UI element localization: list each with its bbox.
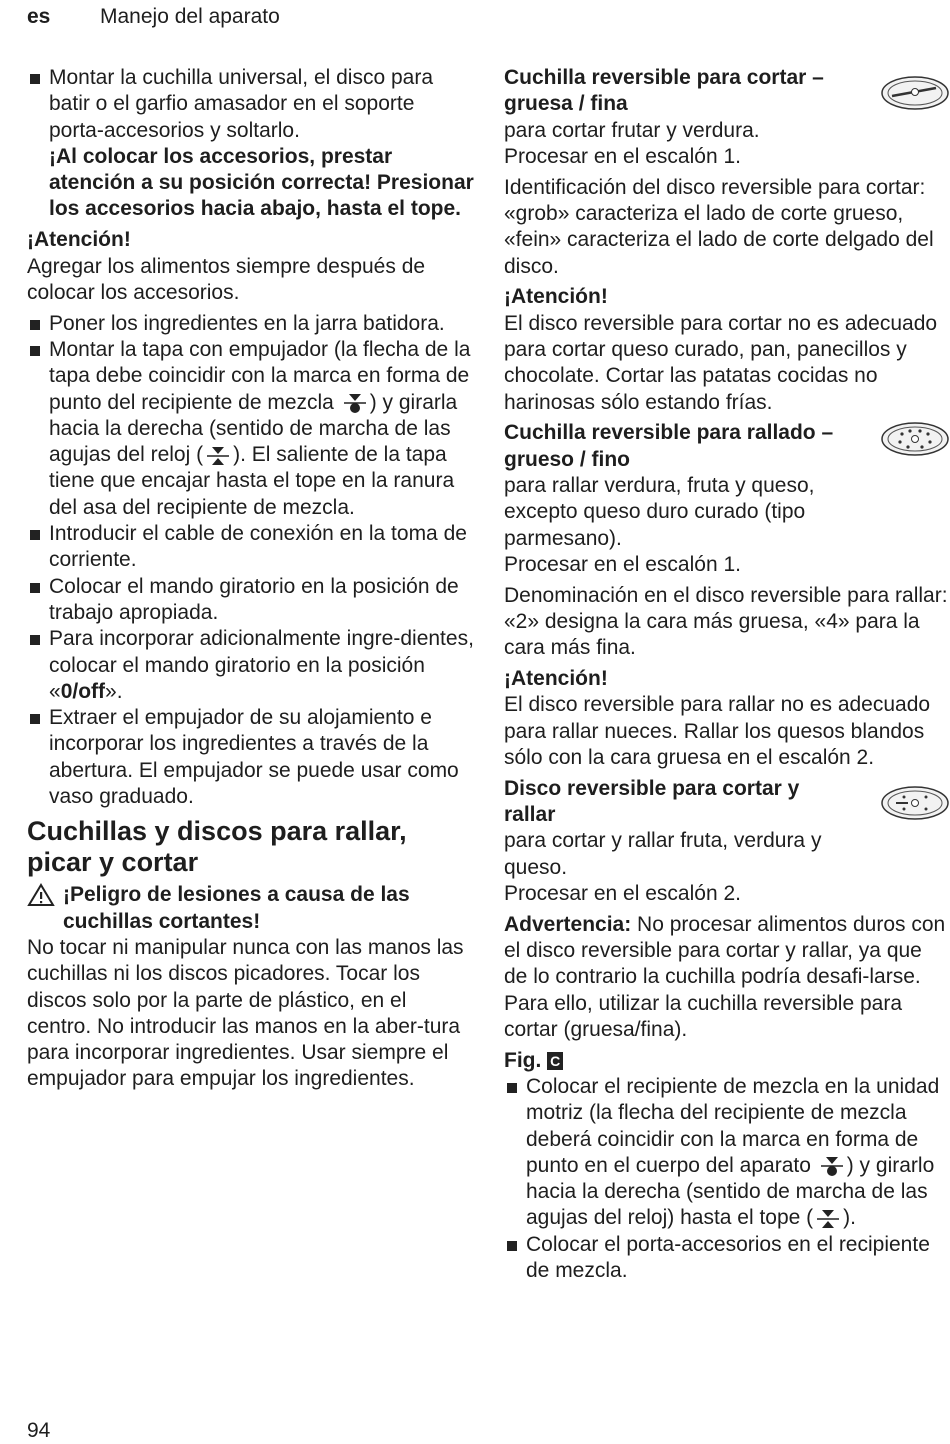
header-title: Manejo del aparato xyxy=(100,5,280,28)
list-item xyxy=(27,574,475,627)
bullet-text: Introducir el cable de conexión en la toma de corriente. xyxy=(49,522,467,572)
danger-warning xyxy=(27,882,475,935)
attention-heading: ¡Atención! xyxy=(504,667,608,691)
left-column xyxy=(27,65,475,1093)
bullet-text: Colocar el porta-accesorios en el recipiente de mezcla. xyxy=(526,1232,930,1283)
slicing-disc-identification: Identificación del disco reversible para cortar: «grob» caracteriza el lado de corte grueso, «fein» caracteriza el lado de corte delgado del disco. xyxy=(504,175,934,278)
bullet-icon xyxy=(30,635,40,645)
slicing-disc-title: Cuchilla reversible para cortar – gruesa / fina xyxy=(504,66,824,116)
advice-label: Advertencia: xyxy=(504,912,632,936)
list-item xyxy=(27,65,475,223)
figure-letter-badge: C xyxy=(547,1052,563,1070)
attention-heading: ¡Atención! xyxy=(27,228,131,252)
slice-grate-disc-title: Disco reversible para cortar y rallar xyxy=(504,776,800,827)
grating-disc-use: para rallar verdura, fruta y queso, excepto queso duro curado (tipo parmesano). xyxy=(504,473,815,550)
bullet-icon xyxy=(30,346,40,356)
clockwise-arrow-icon xyxy=(205,445,231,467)
clockwise-arrow-icon xyxy=(815,1208,841,1230)
bullet-icon xyxy=(30,74,40,84)
bullet-text: Extraer el empujador de su alojamiento e incorporar los ingredientes a través de la abertura. El empujador se puede usar como vaso graduado. xyxy=(49,706,459,809)
right-column xyxy=(504,65,950,1284)
slice-grate-disc-icon xyxy=(880,784,950,822)
bullet-icon xyxy=(507,1241,517,1251)
bullet-icon xyxy=(30,583,40,593)
position-label: 0/off xyxy=(60,679,106,703)
slice-grate-disc-level: Procesar en el escalón 2. xyxy=(504,881,741,905)
bullet-icon xyxy=(507,1083,517,1093)
section-title: Cuchillas y discos para rallar, picar y cortar xyxy=(27,816,407,878)
danger-text: No tocar ni manipular nunca con las manos las cuchillas ni los discos picadores. Tocar los discos solo por la parte de plástico, en el centro. No introducir las manos en la aber-tura para incorporar ingredientes. Usar siempre el empujador para empujar los ingredientes. xyxy=(27,935,464,1091)
advice-paragraph: Advertencia: No procesar alimentos duros con el disco reversible para cortar y rallar, ya que de lo contrario la cuchilla podría desafi-larse. Para ello, utilizar la cuchilla reversible para cortar (gruesa/fina). xyxy=(504,912,946,1041)
danger-title: ¡Peligro de lesiones a causa de las cuchillas cortantes! xyxy=(63,883,410,933)
grating-disc-identification: Denominación en el disco reversible para rallar: «2» designa la cara más gruesa, «4» para la cara más fina. xyxy=(504,583,948,660)
bullet-icon xyxy=(30,530,40,540)
bullet-icon xyxy=(30,320,40,330)
bullet-text: Colocar el recipiente de mezcla en la unidad motriz (la flecha del recipiente de mezcla deberá coincidir con la marca en forma de punto en el cuerpo del aparato ) y girarlo hacia la derecha (sentido de marcha de las agujas del reloj) hasta el tope ( ). xyxy=(526,1074,940,1230)
bullet-text: Para incorporar adicionalmente ingre-dientes, colocar el mando giratorio en la posición «0/off». xyxy=(49,627,474,703)
bullet-text: Colocar el mando giratorio en la posición de trabajo apropiada. xyxy=(49,574,459,624)
slice-grate-disc-section xyxy=(504,776,950,907)
list-item xyxy=(504,1074,950,1232)
bullet-bold-note: ¡Al colocar los accesorios, prestar atención a su posición correcta! Presionar los accesorios hacia abajo, hasta el tope. xyxy=(49,144,474,221)
figure-reference: Fig. C xyxy=(504,1048,950,1074)
slicing-disc-section xyxy=(504,65,950,170)
bullet-text: Montar la cuchilla universal, el disco para batir o el garfio amasador en el soporte porta-accesorios y soltarlo. xyxy=(49,66,434,142)
dot-mark-icon xyxy=(342,392,368,414)
list-item xyxy=(27,311,475,337)
list-item xyxy=(504,1232,950,1285)
grating-disc-section xyxy=(504,420,950,578)
page-header xyxy=(27,4,280,30)
attention-text: El disco reversible para cortar no es adecuado para cortar queso curado, pan, panecillos y chocolate. Cortar las patatas cocidas no harinosas sólo estando frías. xyxy=(504,311,938,414)
slicing-disc-use: para cortar frutar y verdura. xyxy=(504,118,760,142)
grating-disc-icon xyxy=(880,420,950,458)
language-code: es xyxy=(27,5,51,28)
dot-mark-icon xyxy=(819,1155,845,1177)
bullet-text: Montar la tapa con empujador (la flecha de la tapa debe coincidir con la marca en forma de punto del recipiente de mezcla ) y girarla hacia la derecha (sentido de marcha de las agujas del reloj ( ). El saliente de la tapa tiene que encajar hasta el tope en la ranura del asa del recipiente de mezcla. xyxy=(49,337,471,519)
warning-triangle-icon xyxy=(27,883,55,907)
grating-disc-title: Cuchilla reversible para rallado – grueso / fino xyxy=(504,421,834,471)
attention-text: El disco reversible para rallar no es adecuado para rallar nueces. Rallar los quesos blandos sólo con la cara gruesa en el escalón 2. xyxy=(504,693,931,769)
slicing-disc-level: Procesar en el escalón 1. xyxy=(504,144,741,168)
bullet-icon xyxy=(30,714,40,724)
list-item xyxy=(27,705,475,810)
page-number: 94 xyxy=(27,1419,51,1442)
slicing-disc-icon xyxy=(880,74,950,112)
slice-grate-disc-use: para cortar y rallar fruta, verdura y queso. xyxy=(504,829,822,879)
attention-heading: ¡Atención! xyxy=(504,285,608,309)
list-item xyxy=(27,626,475,705)
bullet-text: Poner los ingredientes en la jarra batidora. xyxy=(49,311,445,335)
list-item xyxy=(27,337,475,521)
list-item xyxy=(27,521,475,574)
attention-text: Agregar los alimentos siempre después de colocar los accesorios. xyxy=(27,254,426,304)
grating-disc-level: Procesar en el escalón 1. xyxy=(504,552,741,576)
